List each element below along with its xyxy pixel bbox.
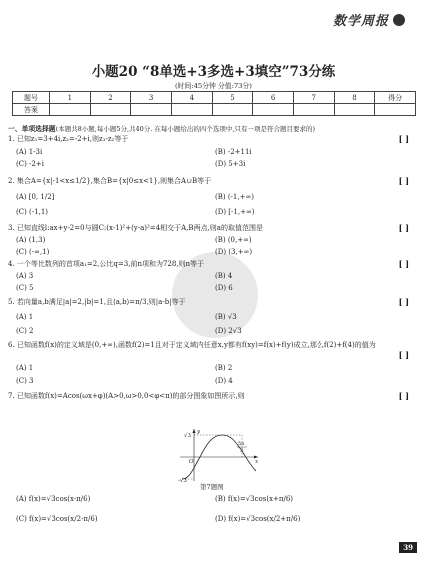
option-b: (B) 4: [215, 272, 233, 280]
option-d: (D) 6: [215, 284, 233, 292]
answer-table-answer-row: [13, 104, 416, 116]
answer-table-col: 得分: [375, 92, 416, 104]
answer-cell[interactable]: [375, 104, 416, 116]
answer-table-col: 4: [171, 92, 212, 104]
page-title: 小题20 “8单选+3多选+3填空”73分练: [91, 64, 336, 80]
question-2-stem: 2. 集合A={x|-1<x≤1/2},集合B={x|0≤x<1},则集合A∪B等于: [8, 177, 212, 185]
answer-table-row-label: 题号: [13, 92, 50, 104]
option-a: (A) 3: [16, 272, 34, 280]
option-a: (A) (1,3): [16, 236, 46, 244]
answer-table-header-row: [13, 92, 416, 104]
answer-table-col: 1: [50, 92, 91, 104]
answer-bracket[interactable]: [ ]: [398, 259, 409, 269]
answer-cell[interactable]: [50, 104, 91, 116]
option-c: (C) (-1,1): [16, 208, 49, 216]
answer-bracket[interactable]: [ ]: [398, 176, 409, 186]
option-d: (D) 2√3: [215, 327, 242, 335]
option-d: (D) 4: [215, 377, 233, 385]
answer-bracket[interactable]: [ ]: [398, 391, 409, 401]
option-d: (D) 5+3i: [215, 160, 246, 168]
header-brand: [333, 10, 405, 29]
option-d: (D) [-1,+∞): [215, 208, 255, 216]
answer-bracket[interactable]: [ ]: [398, 350, 409, 360]
brand-logo-icon: [393, 14, 405, 26]
option-b: (B) (-1,+∞): [215, 193, 255, 201]
answer-table-col: 6: [253, 92, 294, 104]
question-7-stem: 7. 已知函数f(x)=Acos(ωx+φ)(A>0,ω>0,0<φ<π)的部分图象如图所示,则: [8, 392, 245, 400]
answer-cell[interactable]: [212, 104, 253, 116]
answer-cell[interactable]: [131, 104, 172, 116]
option-a: (A) 1-3i: [16, 148, 43, 156]
page-subtitle: (时间:45分钟 分值:73分): [175, 82, 252, 90]
answer-table: [12, 91, 416, 116]
page-number: 39: [399, 542, 417, 553]
answer-table-col: 7: [293, 92, 334, 104]
answer-cell[interactable]: [293, 104, 334, 116]
answer-table-row-label: 答案: [13, 104, 50, 116]
answer-table-col: 8: [334, 92, 375, 104]
option-a: (A) 1: [16, 364, 34, 372]
answer-cell[interactable]: [171, 104, 212, 116]
option-a: (A) [0, 1/2]: [16, 193, 55, 201]
y-axis-arrow-icon: [193, 429, 196, 433]
answer-table-col: 2: [90, 92, 131, 104]
answer-bracket[interactable]: [ ]: [398, 297, 409, 307]
option-b: (B) f(x)=√3cos(x+π/6): [215, 495, 294, 503]
answer-table-col: 3: [131, 92, 172, 104]
option-b: (B) 2: [215, 364, 233, 372]
option-c: (C) 3: [16, 377, 34, 385]
option-b: (B) (0,+∞): [215, 236, 252, 244]
figure-caption: 第7题图: [200, 483, 224, 491]
origin-label: O: [189, 459, 194, 465]
answer-bracket[interactable]: [ ]: [398, 223, 409, 233]
y-axis-label: y: [197, 429, 201, 435]
question-3-stem: 3. 已知直线l:ax+y-2=0与圆C:(x-1)²+(y-a)²=4相交于A,B两点,则a的取值范围是: [8, 224, 263, 232]
x-mark-numerator: 5π: [238, 441, 245, 447]
question-4-stem: 4. 一个等比数列的首项a₁=2,公比q=3,前n项和为728,则n等于: [8, 260, 205, 268]
option-c: (C) -2+i: [16, 160, 44, 168]
question-5-stem: 5. 若向量a,b满足|a|=2,|b|=1,且⟨a,b⟩=π/3,则|a-b|等于: [8, 298, 186, 306]
answer-cell[interactable]: [90, 104, 131, 116]
section-title: 一、单项选择题: [8, 125, 56, 133]
answer-cell[interactable]: [334, 104, 375, 116]
option-c: (C) (-∞,1): [16, 248, 50, 256]
option-a: (A) f(x)=√3cos(x-π/6): [16, 495, 91, 503]
option-d: (D) f(x)=√3cos(x/2+π/6): [215, 515, 301, 523]
question-1-stem: 1. 已知z₁=3+4i,z₂=-2+i,则z₁-z₂等于: [8, 135, 129, 143]
option-b: (B) -2+11i: [215, 148, 252, 156]
answer-bracket[interactable]: [ ]: [398, 134, 409, 144]
option-a: (A) 1: [16, 313, 34, 321]
option-c: (C) 5: [16, 284, 34, 292]
y-top-label: √3: [184, 433, 192, 439]
option-d: (D) (3,+∞): [215, 248, 253, 256]
x-axis-label: x: [255, 459, 259, 465]
answer-table-col: 5: [212, 92, 253, 104]
question-6-stem: 6. 已知函数f(x)的定义域是(0,+∞),函数f(2)=1且对于定义域内任意x,y都有f(xy)=f(x)+f(y)成立,那么f(2)+f(4)的值为: [8, 341, 376, 349]
section-heading: [8, 123, 420, 133]
brand-title: 数学周报: [332, 14, 389, 29]
y-bottom-label: -√3: [178, 478, 187, 483]
option-b: (B) √3: [215, 313, 237, 321]
cosine-graph-figure: [176, 427, 260, 483]
x-mark-denominator: 3: [240, 448, 244, 454]
option-c: (C) 2: [16, 327, 34, 335]
section-instruction: (本题共8小题,每小题5分,共40分. 在每小题给出的四个选项中,只有一项是符合题目要求的): [55, 125, 316, 133]
answer-cell[interactable]: [253, 104, 294, 116]
option-c: (C) f(x)=√3cos(x/2-π/6): [16, 515, 98, 523]
